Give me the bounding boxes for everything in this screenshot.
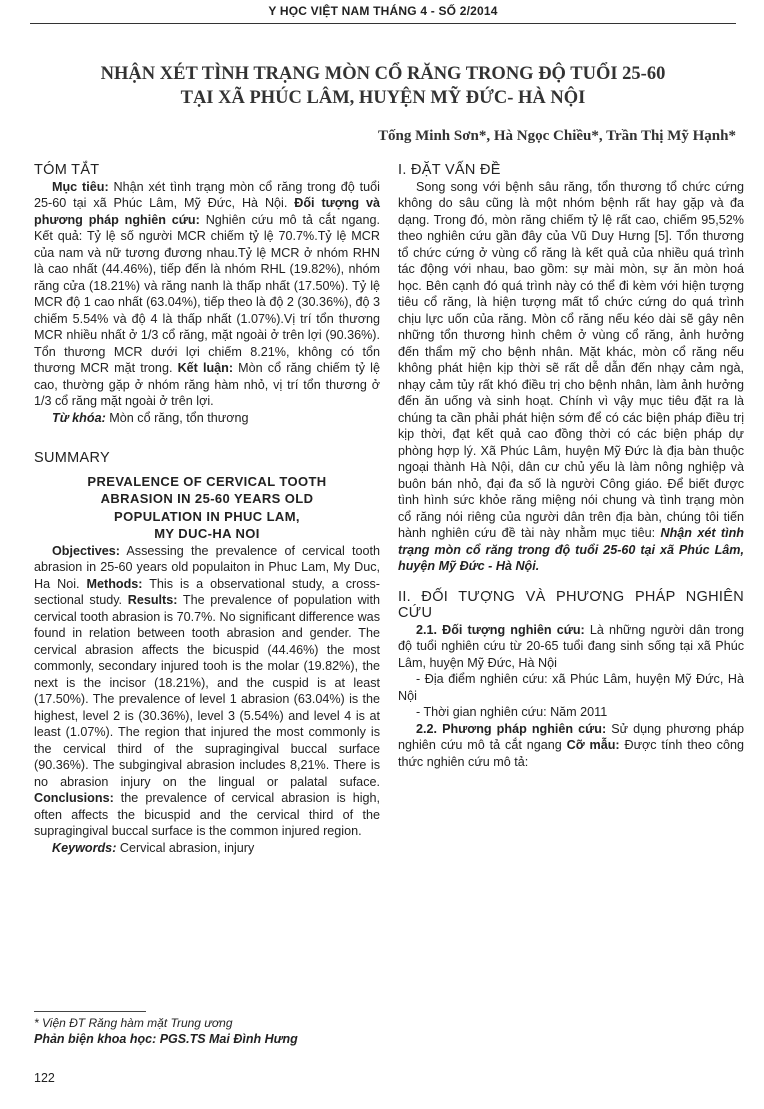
objectives-text: Assessing the prevalence of cervical tooth abrasion in 25-60 years old populaiton in Phuc Lam, My Duc, Ha Noi.: [34, 543, 380, 591]
label-keywords: Keywords:: [52, 840, 117, 855]
intro-heading: I. ĐẶT VẤN ĐỀ: [398, 162, 501, 178]
intro-text: Song song với bệnh sâu răng, tổn thương tổ chức cứng không do sâu cũng là một nhóm bệnh rất hay gặp và đa dạng. Trong đó, mòn răng chiếm tỷ lệ rất cao, chiếm 95,52% theo nghiên cứu gần đây của Vũ Duy Hưng [5]. Tổn thương tổ chức cứng ở vùng cổ răng là kết quả của nhiều quá trình tác động với nhau, bao gồm: sự mài mòn, sự ăn mòn hoá học. Bên cạnh đó quá trình này có thể đi kèm với hiện tượng tiêu cổ răng, là hiện tượng mất tổ chức cứng do quá trình chịu lực uốn của răng. Mòn cổ răng nếu kéo dài sẽ gây nên những tổn thương hình chêm ở vùng cổ răng, ảnh hưởng đến thẩm mỹ cho bệnh nhân. Mặt khác, mòn cổ răng nếu không phát hiện kịp thời sẽ rất dễ dẫn đến nhạy cảm ngà, nhạy cảm tủy rất khó điều trị cho bệnh nhân, làm ảnh hưởng đến ăn uống và sinh hoạt. Chính vì vậy mục tiêu đặt ra là chúng ta cần phải phát hiện sớm để có các biện pháp điều trị kịp thời, đạt kết quả cao đồng thời có các biện pháp dự phòng hợp lý. Xã Phúc Lâm, huyện Mỹ Đức là địa bàn thuộc ngoại thành Hà Nội, dân cư chủ yếu là làm nông nghiệp và buôn bán nhỏ, đại đa số là người Công giáo. Để biết được tình hình sức khỏe răng miệng nói chung và tình trạng mòn cổ răng nói riêng của người dân trên địa bàn, chúng tôi tiến hành nghiên cứu đề tài này nhằm mục tiêu:: [398, 179, 744, 540]
summary-title-line: POPULATION IN PHUC LAM,: [114, 508, 300, 524]
label-results: Results:: [127, 593, 178, 607]
text-co-mau: Được tính theo công thức nghiên cứu mô tả:: [398, 738, 744, 769]
section-2-1: [398, 622, 744, 672]
tu-khoa-text: Mòn cổ răng, tổn thương: [105, 410, 249, 425]
methods-heading: II. ĐỐI TƯỢNG VÀ PHƯƠNG PHÁP NGHIÊN CỨU: [398, 588, 744, 621]
authors: Tống Minh Sơn*, Hà Ngọc Chiều*, Trần Thị Mỹ Hạnh*: [378, 128, 736, 144]
header-rule: [30, 23, 736, 24]
results-text: The prevalence of population with cervical tooth abrasion is 70.7%. No significant difference was found in relation between tooth abrasion and gender. The cervical abrasion affects the bicuspid (44.46%) the most commonly, secondary injured tooh is the molar (19.82%), the next is the incisor (18.21%), and the cuspid is at least (17.50%). The prevalence of level 1 abrasion (63.04%) is the highest, level 2 is (30.36%), level 3 (5.54%) and level 4 is at least (1.07%). The region that injured the most commonly is the cervical third of the supragingival buccal surface (90.36%). The subgingival abrasion includes 8,21%. There is no abrasion injury on the lingual or palatal suface.: [34, 593, 380, 789]
study-place: - Địa điểm nghiên cứu: xã Phúc Lâm, huyện Mỹ Đức, Hà Nội: [398, 672, 744, 703]
label-objectives: Objectives:: [52, 543, 120, 558]
journal-header: Y HỌC VIỆT NAM THÁNG 4 - SỐ 2/2014: [268, 4, 498, 18]
ket-luan-text: Mòn cổ răng chiếm tỷ lệ cao, thường gặp ở nhóm răng hàm nhỏ, vị trí tổn thương ở 1/3 cổ răng mặt ngoài ở trên lợi.: [34, 361, 380, 408]
label-tu-khoa: Từ khóa:: [52, 410, 106, 425]
summary-body: [34, 543, 380, 840]
summary-title-line: MY DUC-HA NOI: [154, 526, 260, 541]
summary-heading: SUMMARY: [34, 450, 110, 466]
summary-title-line: ABRASION IN 25-60 YEARS OLD: [100, 491, 314, 506]
text-2-1: Là những người dân trong độ tuổi nghiên cứu từ 20-65 tuổi đang sinh sống tại xã Phúc Lâm, huyện Mỹ Đức, Hà Nội: [398, 622, 744, 670]
left-column: [34, 162, 380, 856]
label-2-2: 2.2. Phương pháp nghiên cứu:: [416, 721, 607, 736]
abstract-vi-body: [34, 179, 380, 410]
keywords-en: [34, 840, 380, 857]
intro-body: [398, 179, 744, 575]
right-column: [398, 162, 744, 770]
summary-title-line: PREVALENCE OF CERVICAL TOOTH: [87, 473, 327, 489]
abstract-vi-heading: TÓM TẮT: [34, 162, 100, 178]
study-time: - Thời gian nghiên cứu: Năm 2011: [416, 705, 608, 719]
spacer: [398, 575, 744, 589]
page-number: 122: [34, 1071, 55, 1085]
label-co-mau: Cỡ mẫu:: [566, 738, 620, 752]
label-muc-tieu: Mục tiêu:: [52, 179, 109, 194]
footnote-reviewer: Phản biện khoa học: PGS.TS Mai Đình Hưng: [34, 1032, 298, 1046]
label-2-1: 2.1. Đối tượng nghiên cứu:: [416, 622, 585, 637]
footnote-rule: [34, 1011, 146, 1012]
methods-text: This is a observational study, a cross-sectional study.: [34, 576, 380, 607]
intro-target: Nhận xét tình trạng mòn cổ răng trong độ tuổi 25-60 tại xã Phúc Lâm, huyện Mỹ Đức - Hà Nội.: [398, 526, 744, 573]
label-conclusions: Conclusions:: [34, 791, 114, 805]
summary-title: [34, 473, 380, 543]
spacer: [34, 426, 380, 450]
abstract-vi-text: Nghiên cứu mô tả cắt ngang. Kết quả: Tỷ lệ số người MCR chiếm tỷ lệ 70.7%.Tỷ lệ MCR của nam và nữ tương đương nhau.Tỷ lệ MCR ở nhóm RHN là cao nhất (44.46%), tiếp đến là nhóm RHL (19.82%), nhóm răng cửa (18.21%) và răng nanh là thấp nhất (17.50%). Tỷ lệ MCR độ 1 cao nhất (63.04%), tiếp theo là độ 2 (30.36%), độ 3 chiếm 5.54% và độ 4 là thấp nhất (1.07%).Vị trí tổn thương MCR nhiều nhất ở 1/3 cổ răng, mặt ngoài ở trên lợi (90.36%). Tổn thương MCR dưới lợi chiếm 8.21%, không có tổn thương MCR mặt trong.: [34, 212, 380, 375]
title-line-2: TẠI XÃ PHÚC LÂM, HUYỆN MỸ ĐỨC- HÀ NỘI: [180, 88, 586, 108]
muc-tieu-text: Nhận xét tình trạng mòn cổ răng trong độ tuổi 25-60 tại xã Phúc Lâm, Mỹ Đức, Hà Nội.: [34, 179, 380, 210]
keywords-text: Cervical abrasion, injury: [116, 840, 255, 855]
label-ket-luan: Kết luận:: [177, 361, 234, 375]
label-methods: Methods:: [86, 576, 143, 591]
keywords-vi: [34, 410, 380, 427]
article-title: [40, 62, 726, 110]
footnote-affiliation: * Viện ĐT Răng hàm mặt Trung ương: [34, 1016, 233, 1030]
section-2-2: [398, 721, 744, 771]
conclusions-text: the prevalence of cervical abrasion is high, often affects the bicuspid and the cervical third of the supragingival buccal surface is the common injured region.: [34, 791, 380, 838]
text-2-2: Sử dụng phương pháp nghiên cứu mô tả cắt ngang: [398, 721, 744, 752]
label-doi-tuong: Đối tượng và phương pháp nghiên cứu:: [34, 196, 381, 227]
title-line-1: NHẬN XÉT TÌNH TRẠNG MÒN CỔ RĂNG TRONG ĐỘ TUỔI 25-60: [100, 64, 666, 84]
